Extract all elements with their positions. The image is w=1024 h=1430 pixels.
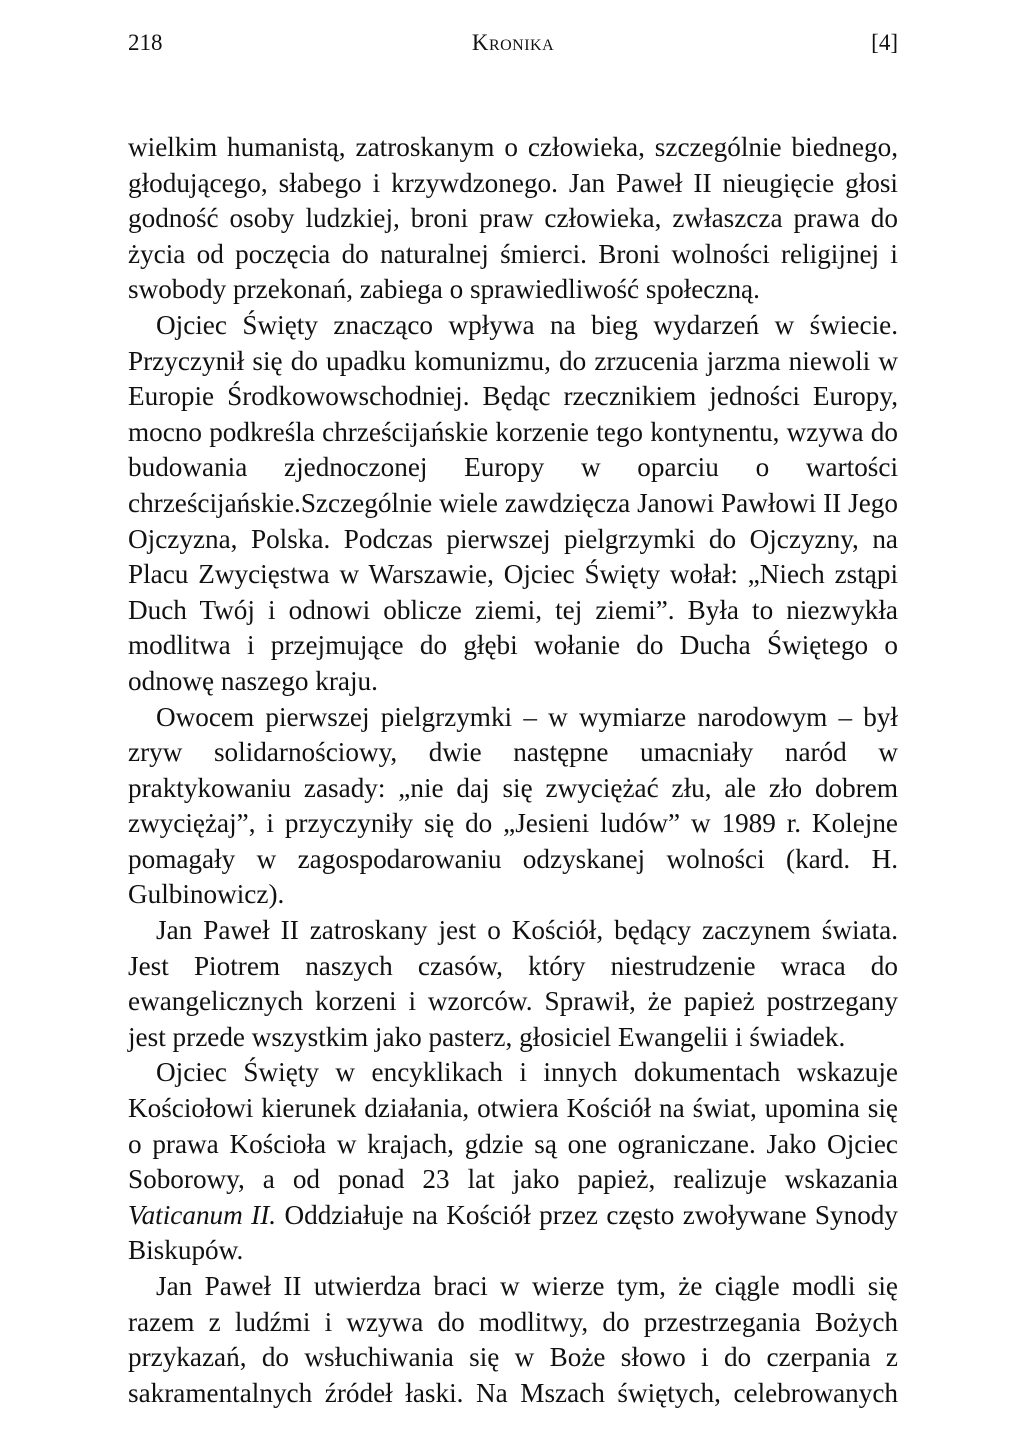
paragraph-1: wielkim humanistą, zatroskanym o człowieka, szczególnie biednego, głodującego, słabego i krzywdzonego. Jan Paweł II nieugięcie głosi godność osoby ludzkiej, broni praw człowieka, zwłaszcza prawa do życia od poczęcia do naturalnej śmierci. Broni wolności religijnej i swobody przekonań, zabiega o sprawiedliwość społeczną.	[128, 132, 898, 305]
paragraph-4: Jan Paweł II zatroskany jest o Kościół, będący zaczynem świata. Jest Piotrem naszych czasów, który niestrudzenie wraca do ewangelicznych korzeni i wzorców. Sprawił, że papież postrzegany jest przede wszystkim jako pasterz, głosiciel Ewangelii i świadek.	[128, 915, 898, 1052]
book-page	[128, 30, 898, 1411]
running-head	[128, 30, 898, 66]
paragraph-5-text-after: Oddziałuje na Kościół przez często zwoływane Synody Biskupów.	[128, 1199, 898, 1266]
paragraph-5	[128, 1055, 898, 1269]
section-number: [4]	[871, 30, 898, 55]
paragraph-5-text-before: Ojciec Święty w encyklikach i innych dokumentach wskazuje Kościołowi kierunek działania, otwiera Kościół na świat, upomina się o prawa Kościoła w krajach, gdzie są one ograniczane. Jako Ojciec Soborowy, a od ponad 23 lat jako papież, realizuje wskazania	[128, 1057, 898, 1195]
paragraph-3: Owocem pierwszej pielgrzymki – w wymiarze narodowym – był zryw solidarnościowy, dwie następne umacniały naród w praktykowaniu zasady: „nie daj się zwyciężać złu, ale zło dobrem zwyciężaj”, i przyczyniły się do „Jesieni ludów” w 1989 r. Kolejne pomagały w zagospodarowaniu odzyskanej wolności (kard. H. Gulbinowicz).	[128, 701, 898, 910]
body-text	[128, 130, 898, 1411]
paragraph-5-emphasis: Vaticanum II.	[128, 1199, 277, 1230]
journal-title: Kronika	[471, 30, 555, 55]
page-number: 218	[128, 30, 163, 55]
paragraph-6: Jan Paweł II utwierdza braci w wierze tym, że ciągle modli się razem z ludźmi i wzywa do modlitwy, do przestrzegania Bożych przykazań, do wsłuchiwania się w Boże słowo i do czerpania z sakramentalnych źródeł łaski. Na Mszach świętych, celebrowanych	[128, 1271, 898, 1408]
paragraph-2: Ojciec Święty znacząco wpływa na bieg wydarzeń w świecie. Przyczynił się do upadku komunizmu, do zrzucenia jarzma niewoli w Europie Środkowowschodniej. Będąc rzecznikiem jedności Europy, mocno podkreśla chrześcijańskie korzenie tego kontynentu, wzywa do budowania zjednoczonej Europy w oparciu o wartości chrześcijańskie.Szczególnie wiele zawdzięcza Janowi Pawłowi II Jego Ojczyzna, Polska. Podczas pierwszej pielgrzymki do Ojczyzny, na Placu Zwycięstwa w Warszawie, Ojciec Święty wołał: „Niech zstąpi Duch Twój i odnowi oblicze ziemi, tej ziemi”. Była to niezwykła modlitwa i przejmujące do głębi wołanie do Ducha Świętego o odnowę naszego kraju.	[128, 309, 898, 696]
